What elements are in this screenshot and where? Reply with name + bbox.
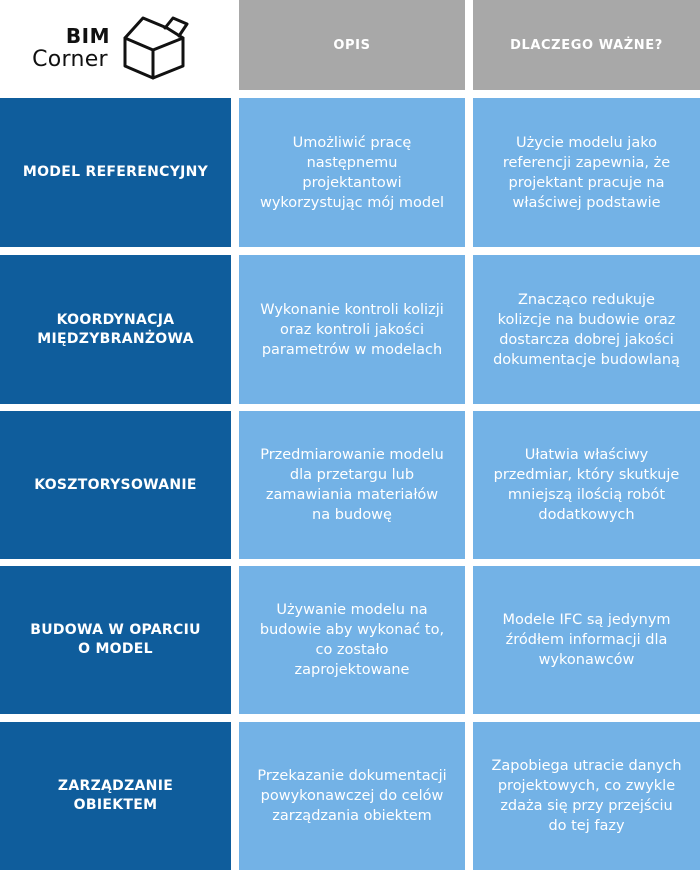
row-label-text: ZARZĄDZANIE OBIEKTEM bbox=[57, 778, 174, 813]
row-why-text: Ułatwia właściwy przedmiar, który skutkuje mniejszą ilością robót dodatkowych bbox=[493, 447, 680, 523]
row-label-zarzadzanie bbox=[0, 722, 231, 870]
row-description-text: Przekazanie dokumentacji powykonawczej do celów zarządzania obiektem bbox=[257, 768, 447, 824]
row-label-model-referencyjny bbox=[0, 98, 231, 247]
header-dlaczego-wazne bbox=[473, 0, 700, 90]
row-description bbox=[239, 411, 465, 559]
row-why bbox=[473, 255, 700, 404]
row-label-koordynacja bbox=[0, 255, 231, 404]
row-label-text: KOSZTORYSOWANIE bbox=[34, 476, 197, 493]
row-label-text: KOORDYNACJA MIĘDZYBRANŻOWA bbox=[37, 311, 194, 347]
row-why bbox=[473, 566, 700, 714]
row-description bbox=[239, 722, 465, 870]
logo-corner-text: Corner bbox=[32, 47, 108, 72]
row-description-text: Używanie modelu na budowie aby wykonać to, co zostało zaprojektowane bbox=[259, 602, 445, 678]
row-description bbox=[239, 566, 465, 714]
row-label-kosztorysowanie bbox=[0, 411, 231, 559]
row-why-text: Modele IFC są jedynym źródłem informacji dla wykonawców bbox=[502, 612, 671, 668]
row-why-text: Użycie modelu jako referencji zapewnia, że projektant pracuje na właściwej podstawie bbox=[502, 134, 671, 211]
row-why-text: Zapobiega utracie danych projektowych, co zwykle zdaża się przy przejściu do tej fazy bbox=[491, 758, 682, 834]
row-description-text: Wykonanie kontroli kolizji oraz kontroli jakości parametrów w modelach bbox=[260, 301, 444, 358]
header-why-label: DLACZEGO WAŻNE? bbox=[510, 37, 663, 53]
logo bbox=[0, 0, 233, 90]
header-opis bbox=[239, 0, 465, 90]
row-description bbox=[239, 98, 465, 247]
row-label-text: BUDOWA W OPARCIU O MODEL bbox=[30, 622, 201, 657]
row-description-text: Przedmiarowanie modelu dla przetargu lub zamawiania materiałów na budowę bbox=[260, 447, 444, 523]
row-why-text: Znacząco redukuje kolizcje na budowie oraz dostarcza dobrej jakości dokumentacje budowlaną bbox=[493, 291, 680, 368]
row-why bbox=[473, 722, 700, 870]
row-description bbox=[239, 255, 465, 404]
open-box-icon bbox=[121, 14, 193, 82]
row-label-text: MODEL REFERENCYJNY bbox=[22, 164, 209, 180]
row-label-budowa bbox=[0, 566, 231, 714]
header-opis-label: OPIS bbox=[333, 37, 371, 53]
row-why bbox=[473, 411, 700, 559]
row-why bbox=[473, 98, 700, 247]
row-description-text: Umożliwić pracę następnemu projektantowi wykorzystując mój model bbox=[259, 134, 445, 211]
logo-text bbox=[30, 26, 110, 71]
logo-bim-text: BIM bbox=[65, 24, 110, 48]
